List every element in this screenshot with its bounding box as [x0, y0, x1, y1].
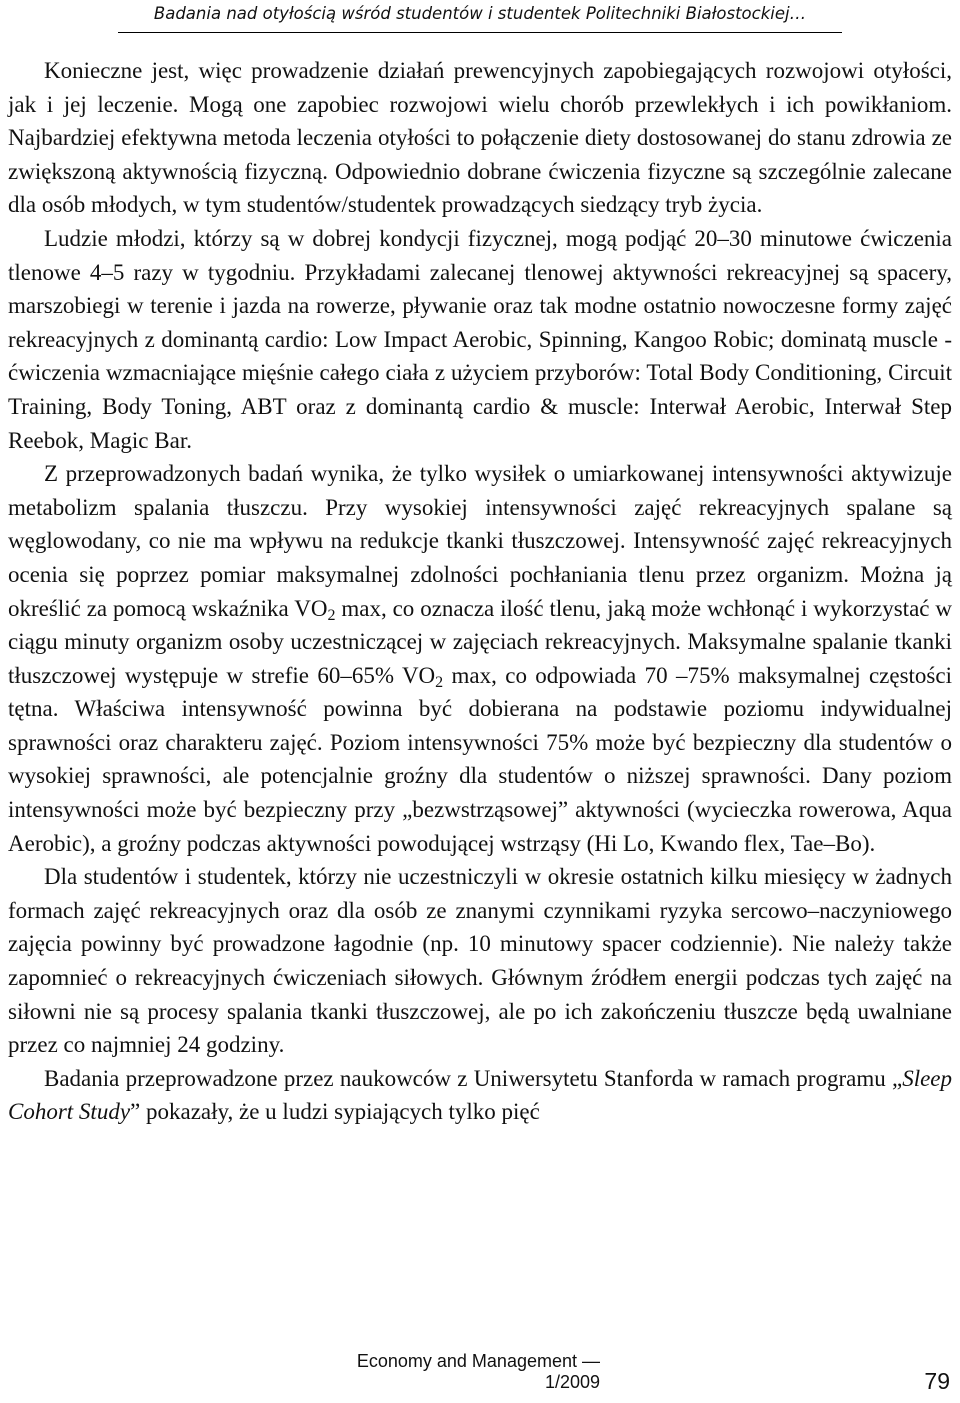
paragraph: Ludzie młodzi, którzy są w dobrej kondycji fizycznej, mogą podjąć 20–30 minutowe ćwiczenia tlenowe 4–5 razy w tygodniu. Przykładami zalecanej tlenowej aktywności rekreacyjnej są spacery, marszobiegi w terenie i jazda na rowerze, pływanie oraz tak modne ostatnio nowoczesne formy zajęć rekreacyjnych z dominantą cardio: Low Impact Aerobic, Spinning, Kangoo Robic; dominatą muscle - ćwiczenia wzmacniające mięśnie całego ciała z użyciem przyborów: Total Body Conditioning, Circuit Training, Body Toning, ABT oraz z dominantą cardio & muscle: Interwał Aerobic, Interwał Step Reebok, Magic Bar.	[8, 225, 952, 453]
paragraph: Badania przeprowadzone przez naukowców z Uniwersytetu Stanforda w ramach programu „Sleep Cohort Study” pokazały, że u ludzi sypiających tylko pięć	[8, 1065, 952, 1125]
article-body	[8, 54, 952, 1129]
page-number: 79	[924, 1368, 950, 1394]
page-footer	[310, 1351, 950, 1403]
paragraph: Dla studentów i studentek, którzy nie uczestniczyli w okresie ostatnich kilku miesięcy w żadnych formach zajęć rekreacyjnych oraz dla osób ze znanymi czynnikami ryzyka sercowo–naczyniowego zajęcia powinny być prowadzone łagodnie (np. 10 minutowy spacer codziennie). Nie należy także zapomnieć o rekreacyjnych ćwiczeniach siłowych. Głównym źródłem energii podczas tych zajęć na siłowni nie są procesy spalania tkanki tłuszczowej, ale po ich zakończeniu tłuszcze będą uwalniane przez co najmniej 24 godziny.	[8, 864, 952, 1058]
running-header	[118, 0, 842, 33]
subscript: 2	[435, 673, 444, 691]
study-name: Sleep Cohort Study	[8, 1065, 952, 1125]
subscript: 2	[327, 606, 336, 624]
running-title: Badania nad otyłością wśród studentów i studentek Politechniki Białostockiej…	[153, 4, 807, 23]
paragraph: Z przeprowadzonych badań wynika, że tylko wysiłek o umiarkowanej intensywności aktywizuje metabolizm spalania tłuszczu. Przy wysokiej intensywności zajęć rekreacyjnych spalane są węglowodany, co nie ma wpływu na redukcje tkanki tłuszczowej. Intensywność zajęć rekreacyjnych ocenia się poprzez pomiar maksymalnej zdolności pochłaniania tlenu przez organizm. Można ją określić za pomocą wskaźnika $VO_2$ max, co oznacza ilość tlenu, jaką może wchłonąć i wykorzystać w ciągu minuty organizm osoby uczestniczącej w zajęciach rekreacyjnych. Maksymalne spalanie tkanki tłuszczowej występuje w strefie 60–65% $VO_2$ max, co odpowiada 70 –75% maksymalnej częstości tętna. Właściwa intensywność powinna być dobierana na podstawie poziomu indywidualnej sprawności oraz charakteru zajęć. Poziom intensywności 75% może być bezpieczny dla studentów o wysokiej sprawności, ale potencjalnie groźny dla studentów o niższej sprawności. Dany poziom intensywności może być bezpieczny przy „bezwstrząsowej” aktywności (wycieczka rowerowa, Aqua Aerobic), a groźny podczas aktywności powodującej wstrząsy (Hi Lo, Kwando flex, Tae–Bo).	[8, 461, 952, 856]
paragraph: Konieczne jest, więc prowadzenie działań prewencyjnych zapobiegających rozwojowi otyłości, jak i jej leczenie. Mogą one zapobiec rozwojowi wielu chorób przewlekłych i ich powikłaniom. Najbardziej efektywna metoda leczenia otyłości to połączenie diety dostosowanej do stanu zdrowia ze zwiększoną aktywnością fizyczną. Odpowiednio dobrane ćwiczenia fizyczne są szczególnie zalecane dla osób młodych, w tym studentów/studentek prowadzących siedzący tryb życia.	[8, 58, 952, 218]
journal-name: Economy and Management — 1/2009	[356, 1351, 600, 1392]
